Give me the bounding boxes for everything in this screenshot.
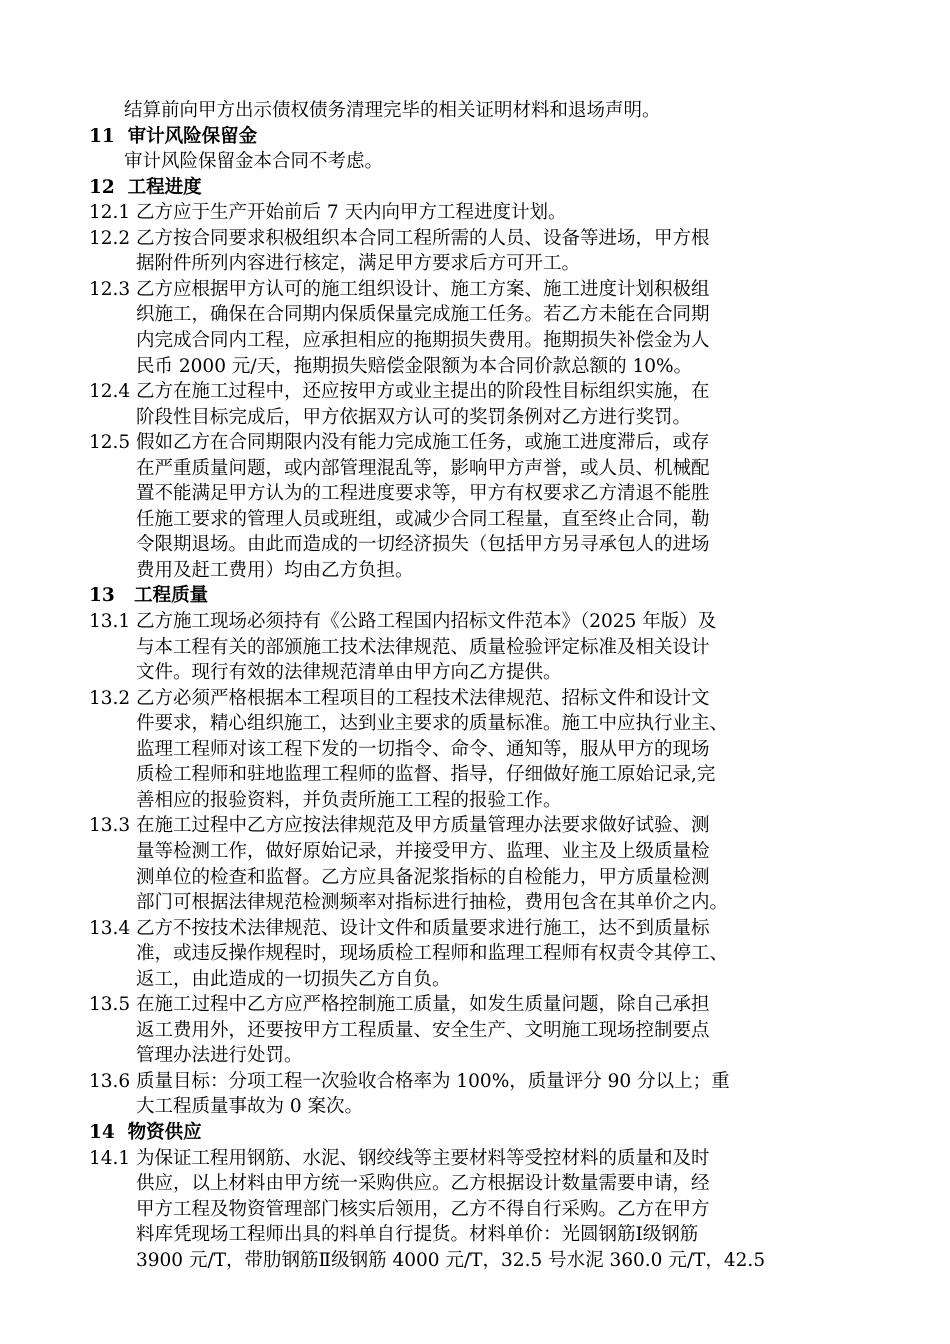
clause-continuation: 织施工，确保在合同期内保质保量完成施工任务。若乙方未能在合同期 [136,304,710,325]
clause-continuation: 甲方工程及物资管理部门核实后领用，乙方不得自行采购。乙方在甲方 [136,1199,710,1220]
clause-text: 乙方应根据甲方认可的施工组织设计、施工方案、施工进度计划积极组 [136,279,710,300]
section-heading: 13 工程质量 [89,585,209,606]
clause-continuation: 内完成合同内工程，应承担相应的拖期损失费用。拖期损失补偿金为人 [136,330,710,351]
clause-continuation: 返工，由此造成的一切损失乙方自负。 [136,969,451,990]
section-heading: 14 物资供应 [89,1122,202,1143]
clause-number: 13.2 [89,688,131,709]
clause-continuation: 量等检测工作，做好原始记录，并接受甲方、监理、业主及上级质量检 [136,841,710,862]
clause-number: 13.4 [89,918,131,939]
clause-continuation: 供应，以上材料由甲方统一采购供应。乙方根据设计数量需要申请，经 [136,1173,710,1194]
clause-number: 12.2 [89,228,131,249]
clause-text: 乙方按合同要求积极组织本合同工程所需的人员、设备等进场，甲方根 [136,228,710,249]
clause-continuation: 返工费用外，还要按甲方工程质量、安全生产、文明施工现场控制要点 [136,1020,710,1041]
paragraph-text: 结算前向甲方出示债权债务清理完毕的相关证明材料和退场声明。 [124,100,661,121]
clause-number: 13.3 [89,815,131,836]
clause-continuation: 料库凭现场工程师出具的料单自行提货。材料单价：光圆钢筋Ⅰ级钢筋 [136,1224,699,1245]
clause-continuation: 据附件所列内容进行核定，满足甲方要求后方可开工。 [136,253,581,274]
clause-text: 在施工过程中乙方应按法律规范及甲方质量管理办法要求做好试验、测 [136,815,710,836]
clause-continuation: 件要求，精心组织施工，达到业主要求的质量标准。施工中应执行业主、 [136,713,729,734]
clause-text: 乙方施工现场必须持有《公路工程国内招标文件范本》（2025 年版）及 [136,611,717,632]
clause-text: 乙方应于生产开始前后 7 天内向甲方工程进度计划。 [136,202,567,223]
clause-number: 12.1 [89,202,131,223]
clause-continuation: 部门可根据法律规范检测频率对指标进行抽检，费用包含在其单价之内。 [136,892,729,913]
clause-text: 在施工过程中乙方应严格控制施工质量，如发生质量问题，除自己承担 [136,994,710,1015]
clause-number: 12.5 [89,432,131,453]
clause-number: 14.1 [89,1148,131,1169]
clause-number: 12.4 [89,381,131,402]
clause-text: 乙方不按技术法律规范、设计文件和质量要求进行施工，达不到质量标 [136,918,710,939]
clause-continuation: 质检工程师和驻地监理工程师的监督、指导，仔细做好施工原始记录,完 [136,764,716,785]
clause-continuation: 准，或违反操作规程时，现场质检工程师和监理工程师有权责令其停工、 [136,943,729,964]
clause-continuation: 管理办法进行处罚。 [136,1045,303,1066]
clause-continuation: 善相应的报验资料，并负责所施工工程的报验工作。 [136,790,562,811]
clause-number: 13.5 [89,994,131,1015]
clause-continuation: 民币 2000 元/天，拖期损失赔偿金限额为本合同价款总额的 10%。 [136,356,693,377]
section-heading: 12 工程进度 [89,177,202,198]
clause-continuation: 文件。现行有效的法律规范清单由甲方向乙方提供。 [136,662,562,683]
clause-continuation: 令限期退场。由此而造成的一切经济损失（包括甲方另寻承包人的进场 [136,534,710,555]
clause-continuation: 大工程质量事故为 0 案次。 [136,1096,364,1117]
clause-continuation: 任施工要求的管理人员或班组，或减少合同工程量，直至终止合同，勒 [136,509,710,530]
section-heading: 11 审计风险保留金 [89,126,258,147]
clause-continuation: 3900 元/T，带肋钢筋Ⅱ级钢筋 4000 元/T，32.5 号水泥 360.0 元/T，42.5 [136,1250,766,1271]
paragraph-text: 审计风险保留金本合同不考虑。 [124,151,384,172]
clause-text: 质量目标：分项工程一次验收合格率为 100%，质量评分 90 分以上；重 [136,1071,730,1092]
clause-text: 乙方在施工过程中，还应按甲方或业主提出的阶段性目标组织实施，在 [136,381,710,402]
clause-text: 假如乙方在合同期限内没有能力完成施工任务，或施工进度滞后，或存 [136,432,710,453]
clause-continuation: 费用及赶工费用）均由乙方负担。 [136,560,414,581]
clause-number: 12.3 [89,279,131,300]
clause-text: 乙方必须严格根据本工程项目的工程技术法律规范、招标文件和设计文 [136,688,710,709]
clause-continuation: 在严重质量问题，或内部管理混乱等，影响甲方声誉，或人员、机械配 [136,458,710,479]
clause-continuation: 与本工程有关的部颁施工技术法律规范、质量检验评定标准及相关设计 [136,637,710,658]
clause-number: 13.6 [89,1071,131,1092]
clause-continuation: 阶段性目标完成后，甲方依据双方认可的奖罚条例对乙方进行奖罚。 [136,407,692,428]
clause-text: 为保证工程用钢筋、水泥、钢绞线等主要材料等受控材料的质量和及时 [136,1148,710,1169]
clause-continuation: 监理工程师对该工程下发的一切指令、命令、通知等，服从甲方的现场 [136,739,710,760]
clause-continuation: 置不能满足甲方认为的工程进度要求等，甲方有权要求乙方清退不能胜 [136,483,710,504]
clause-number: 13.1 [89,611,131,632]
clause-continuation: 测单位的检查和监督。乙方应具备泥浆指标的自检能力，甲方质量检测 [136,867,710,888]
